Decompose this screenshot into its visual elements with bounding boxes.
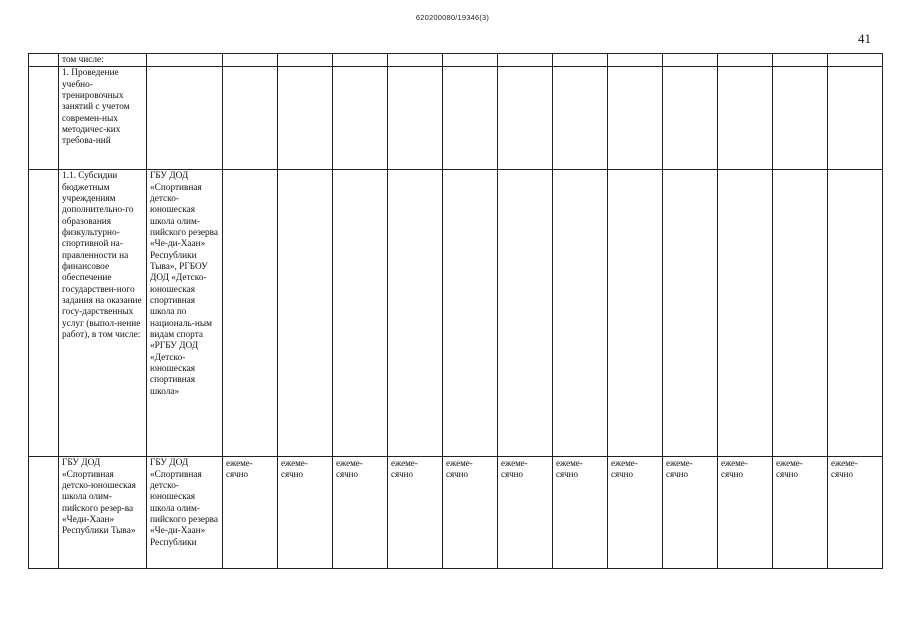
period-cell (663, 67, 718, 170)
period-cell (333, 54, 388, 67)
executor-cell: ГБУ ДОД «Спортивная детско-юношеская школа олим-пийского резерва «Че-ди-Хаан» Республики Тыва», РГБОУ ДОД «Детско-юношеская спортивная школа по националь-ным видам спорта «РГБУ ДОД «Детско-юношеская спортивная школа» (147, 170, 223, 457)
period-cell (443, 54, 498, 67)
period-cell: ежеме-сячно (443, 457, 498, 569)
period-cell (278, 54, 333, 67)
number-cell (29, 54, 59, 67)
period-cell (223, 170, 278, 457)
period-cell (333, 170, 388, 457)
period-cell (663, 54, 718, 67)
number-cell (29, 67, 59, 170)
period-cell: ежеме-сячно (828, 457, 883, 569)
period-cell (388, 170, 443, 457)
period-cell (608, 54, 663, 67)
period-cell: ежеме-сячно (608, 457, 663, 569)
period-cell (828, 54, 883, 67)
period-cell (773, 67, 828, 170)
period-cell: ежеме-сячно (553, 457, 608, 569)
period-cell (333, 67, 388, 170)
plan-table (28, 53, 883, 569)
period-cell (718, 170, 773, 457)
period-cell (828, 67, 883, 170)
period-cell (553, 170, 608, 457)
period-cell (608, 67, 663, 170)
period-cell (773, 170, 828, 457)
period-cell: ежеме-сячно (498, 457, 553, 569)
period-cell: ежеме-сячно (333, 457, 388, 569)
period-cell: ежеме-сячно (223, 457, 278, 569)
period-cell (553, 67, 608, 170)
period-cell (223, 67, 278, 170)
page-number: 41 (858, 31, 871, 46)
period-cell (773, 54, 828, 67)
period-cell: ежеме-сячно (718, 457, 773, 569)
period-cell (498, 54, 553, 67)
period-cell (828, 170, 883, 457)
table-row (29, 457, 883, 569)
period-cell (223, 54, 278, 67)
period-cell (498, 170, 553, 457)
activity-cell: том числе: (59, 54, 147, 67)
period-cell (443, 67, 498, 170)
period-cell: ежеме-сячно (278, 457, 333, 569)
period-cell (608, 170, 663, 457)
period-cell (498, 67, 553, 170)
period-cell (278, 67, 333, 170)
table-row (29, 54, 883, 67)
period-cell (718, 54, 773, 67)
period-cell (278, 170, 333, 457)
activity-cell: ГБУ ДОД «Спортивная детско-юношеская школа олим-пийского резер-ва «Чеди-Хаан» Республики Тыва» (59, 457, 147, 569)
period-cell: ежеме-сячно (773, 457, 828, 569)
period-cell (663, 170, 718, 457)
executor-cell (147, 54, 223, 67)
table-row (29, 67, 883, 170)
period-cell (718, 67, 773, 170)
number-cell (29, 457, 59, 569)
period-cell (388, 67, 443, 170)
period-cell (443, 170, 498, 457)
number-cell (29, 170, 59, 457)
period-cell: ежеме-сячно (663, 457, 718, 569)
period-cell (553, 54, 608, 67)
period-cell (388, 54, 443, 67)
table-row (29, 170, 883, 457)
executor-cell (147, 67, 223, 170)
activity-cell: 1. Проведение учебно-тренировочных занятий с учетом современ-ных методичес-ких требова-ний (59, 67, 147, 170)
document-code: 620200080/19346(3) (415, 13, 490, 22)
period-cell: ежеме-сячно (388, 457, 443, 569)
activity-cell: 1.1. Субсидии бюджетным учреждениям дополнительно-го образования физкультурно-спортивной на-правленности на финансовое обеспечение государствен-ного задания на оказание госу-дарственных услуг (выпол-нение работ), в том числе: (59, 170, 147, 457)
executor-cell: ГБУ ДОД «Спортивная детско-юношеская школа олим-пийского резерва «Че-ди-Хаан» Республики (147, 457, 223, 569)
